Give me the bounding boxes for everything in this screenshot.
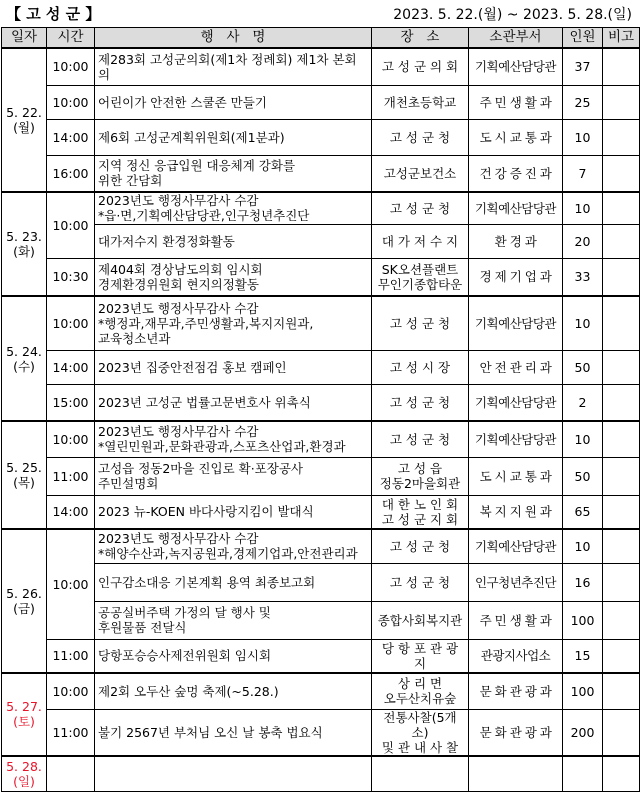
department-cell: 주 민 생 활 과 <box>469 601 563 639</box>
time-cell: 14:00 <box>47 495 95 529</box>
department-cell: 인구청년추진단 <box>469 563 563 601</box>
table-row <box>2 529 640 563</box>
time-cell: 10:00 <box>47 296 95 350</box>
place-cell: SK오션플랜트 무인기종합타운 <box>372 258 469 296</box>
note-cell <box>603 421 640 457</box>
place-cell: 고 성 군 청 <box>372 296 469 350</box>
attendees-cell: 65 <box>563 495 603 529</box>
attendees-cell: 37 <box>563 48 603 85</box>
event-cell: 어린이가 안전한 스쿨존 만들기 <box>95 85 372 119</box>
note-cell <box>603 48 640 85</box>
attendees-cell: 10 <box>563 529 603 563</box>
table-row <box>2 258 640 296</box>
department-cell: 도 시 교 통 과 <box>469 457 563 495</box>
time-cell: 10:30 <box>47 258 95 296</box>
department-cell: 기획예산담당관 <box>469 48 563 85</box>
event-cell: 제404회 경상남도의회 임시회 경제환경위원회 현지의정활동 <box>95 258 372 296</box>
table-row <box>2 85 640 119</box>
event-cell: 2023년 고성군 법률고문변호사 위촉식 <box>95 384 372 421</box>
attendees-cell: 10 <box>563 421 603 457</box>
attendees-cell: 20 <box>563 224 603 258</box>
note-cell <box>603 563 640 601</box>
place-cell: 개천초등학교 <box>372 85 469 119</box>
department-cell: 기획예산담당관 <box>469 529 563 563</box>
note-cell <box>603 601 640 639</box>
department-title: 【 고 성 군 】 <box>6 5 101 23</box>
table-row <box>2 48 640 85</box>
note-cell <box>603 155 640 192</box>
place-cell: 고 성 군 청 <box>372 529 469 563</box>
department-cell: 주 민 생 활 과 <box>469 85 563 119</box>
attendees-cell: 10 <box>563 119 603 155</box>
attendees-cell: 25 <box>563 85 603 119</box>
note-cell <box>603 119 640 155</box>
department-cell: 기획예산담당관 <box>469 421 563 457</box>
date-cell: 5. 24. (수) <box>2 296 47 421</box>
table-row <box>2 350 640 384</box>
event-cell: 인구감소대응 기본계획 용역 최종보고회 <box>95 563 372 601</box>
time-cell: 15:00 <box>47 384 95 421</box>
place-cell: 고 성 군 의 회 <box>372 48 469 85</box>
event-cell: 2023년도 행정사무감사 수감 *해양수산과,녹지공원과,경제기업과,안전관리과 <box>95 529 372 563</box>
event-cell: 2023년 집중안전점검 홍보 캠페인 <box>95 350 372 384</box>
event-cell: 불기 2567년 부처님 오신 날 봉축 법요식 <box>95 709 372 756</box>
table-row <box>2 224 640 258</box>
attendees-cell: 50 <box>563 350 603 384</box>
table-row <box>2 639 640 673</box>
department-cell: 도 시 교 통 과 <box>469 119 563 155</box>
time-cell: 14:00 <box>47 350 95 384</box>
place-cell: 대 가 저 수 지 <box>372 224 469 258</box>
note-cell <box>603 296 640 350</box>
date-range: 2023. 5. 22.(월) ~ 2023. 5. 28.(일) <box>393 7 632 23</box>
note-cell <box>603 350 640 384</box>
table-row <box>2 192 640 224</box>
note-cell <box>603 495 640 529</box>
attendees-cell: 15 <box>563 639 603 673</box>
department-cell: 기획예산담당관 <box>469 384 563 421</box>
time-cell: 10:00 <box>47 673 95 709</box>
event-cell: 지역 정신 응급입원 대응체계 강화를 위한 간담회 <box>95 155 372 192</box>
table-row <box>2 756 640 792</box>
place-cell: 고 성 군 청 <box>372 384 469 421</box>
date-cell: 5. 22. (월) <box>2 48 47 192</box>
place-cell: 고 성 군 청 <box>372 192 469 224</box>
event-cell: 공공실버주택 가정의 달 행사 및 후원물품 전달식 <box>95 601 372 639</box>
table-row <box>2 296 640 350</box>
event-cell: 2023 뉴-KOEN 바다사랑지킴이 발대식 <box>95 495 372 529</box>
note-cell <box>603 639 640 673</box>
department-cell: 기획예산담당관 <box>469 296 563 350</box>
table-row <box>2 601 640 639</box>
attendees-cell: 33 <box>563 258 603 296</box>
table-row <box>2 495 640 529</box>
table-row <box>2 421 640 457</box>
col-header-attendees: 인원 <box>563 28 603 49</box>
event-cell <box>95 756 372 792</box>
col-header-place: 장 소 <box>372 28 469 49</box>
note-cell <box>603 673 640 709</box>
note-cell <box>603 529 640 563</box>
schedule-body <box>2 48 640 792</box>
event-cell: 제283회 고성군의회(제1차 정례회) 제1차 본회의 <box>95 48 372 85</box>
event-cell: 2023년도 행정사무감사 수감 *읍·면,기획예산담당관,인구청년추진단 <box>95 192 372 224</box>
department-cell: 복 지 지 원 과 <box>469 495 563 529</box>
table-row <box>2 155 640 192</box>
event-cell: 제2회 오두산 숲멍 축제(~5.28.) <box>95 673 372 709</box>
note-cell <box>603 192 640 224</box>
place-cell: 종합사회복지관 <box>372 601 469 639</box>
attendees-cell: 10 <box>563 296 603 350</box>
event-cell: 대가저수지 환경정화활동 <box>95 224 372 258</box>
time-cell: 11:00 <box>47 457 95 495</box>
document-header <box>0 0 640 26</box>
event-cell: 고성읍 정동2마을 진입로 확·포장공사 주민설명회 <box>95 457 372 495</box>
attendees-cell: 100 <box>563 673 603 709</box>
date-cell: 5. 25. (목) <box>2 421 47 529</box>
note-cell <box>603 457 640 495</box>
col-header-event: 행 사 명 <box>95 28 372 49</box>
time-cell: 11:00 <box>47 639 95 673</box>
place-cell: 고 성 시 장 <box>372 350 469 384</box>
department-cell: 관광지사업소 <box>469 639 563 673</box>
time-cell: 14:00 <box>47 119 95 155</box>
table-header-row <box>2 28 640 49</box>
event-cell: 당항포승승사제전위원회 임시회 <box>95 639 372 673</box>
place-cell <box>372 756 469 792</box>
time-cell: 10:00 <box>47 85 95 119</box>
time-cell <box>47 756 95 792</box>
schedule-table <box>1 27 640 792</box>
attendees-cell <box>563 756 603 792</box>
table-row <box>2 563 640 601</box>
attendees-cell: 16 <box>563 563 603 601</box>
note-cell <box>603 258 640 296</box>
attendees-cell: 100 <box>563 601 603 639</box>
time-cell: 16:00 <box>47 155 95 192</box>
table-row <box>2 457 640 495</box>
attendees-cell: 10 <box>563 192 603 224</box>
attendees-cell: 7 <box>563 155 603 192</box>
date-cell: 5. 28. (일) <box>2 756 47 792</box>
attendees-cell: 50 <box>563 457 603 495</box>
note-cell <box>603 384 640 421</box>
department-cell: 경 제 기 업 과 <box>469 258 563 296</box>
place-cell: 고 성 군 청 <box>372 119 469 155</box>
department-cell: 환 경 과 <box>469 224 563 258</box>
time-cell: 10:00 <box>47 192 95 258</box>
note-cell <box>603 85 640 119</box>
table-row <box>2 384 640 421</box>
department-cell: 문 화 관 광 과 <box>469 673 563 709</box>
time-cell: 11:00 <box>47 709 95 756</box>
department-cell: 안 전 관 리 과 <box>469 350 563 384</box>
col-header-note: 비고 <box>603 28 640 49</box>
event-cell: 2023년도 행정사무감사 수감 *행정과,재무과,주민생활과,복지지원과, 교육청소년과 <box>95 296 372 350</box>
table-row <box>2 119 640 155</box>
attendees-cell: 2 <box>563 384 603 421</box>
place-cell: 고 성 군 청 <box>372 563 469 601</box>
department-cell: 문 화 관 광 과 <box>469 709 563 756</box>
place-cell: 상 리 면 오두산치유숲 <box>372 673 469 709</box>
date-cell: 5. 27. (토) <box>2 673 47 756</box>
time-cell: 10:00 <box>47 421 95 457</box>
event-cell: 제6회 고성군계획위원회(제1분과) <box>95 119 372 155</box>
department-cell <box>469 756 563 792</box>
place-cell: 고 성 읍 정동2마을회관 <box>372 457 469 495</box>
note-cell <box>603 756 640 792</box>
date-cell: 5. 23. (화) <box>2 192 47 296</box>
attendees-cell: 200 <box>563 709 603 756</box>
col-header-department: 소관부서 <box>469 28 563 49</box>
place-cell: 대 한 노 인 회 고 성 군 지 회 <box>372 495 469 529</box>
table-row <box>2 673 640 709</box>
date-cell: 5. 26. (금) <box>2 529 47 673</box>
place-cell: 전통사찰(5개소) 및 관 내 사 찰 <box>372 709 469 756</box>
place-cell: 당 항 포 관 광 지 <box>372 639 469 673</box>
note-cell <box>603 224 640 258</box>
place-cell: 고 성 군 청 <box>372 421 469 457</box>
note-cell <box>603 709 640 756</box>
col-header-date: 일자 <box>2 28 47 49</box>
department-cell: 건 강 증 진 과 <box>469 155 563 192</box>
place-cell: 고성군보건소 <box>372 155 469 192</box>
time-cell: 10:00 <box>47 529 95 639</box>
time-cell: 10:00 <box>47 48 95 85</box>
department-cell: 기획예산담당관 <box>469 192 563 224</box>
col-header-time: 시간 <box>47 28 95 49</box>
event-cell: 2023년도 행정사무감사 수감 *열린민원과,문화관광과,스포츠산업과,환경과 <box>95 421 372 457</box>
table-row <box>2 709 640 756</box>
